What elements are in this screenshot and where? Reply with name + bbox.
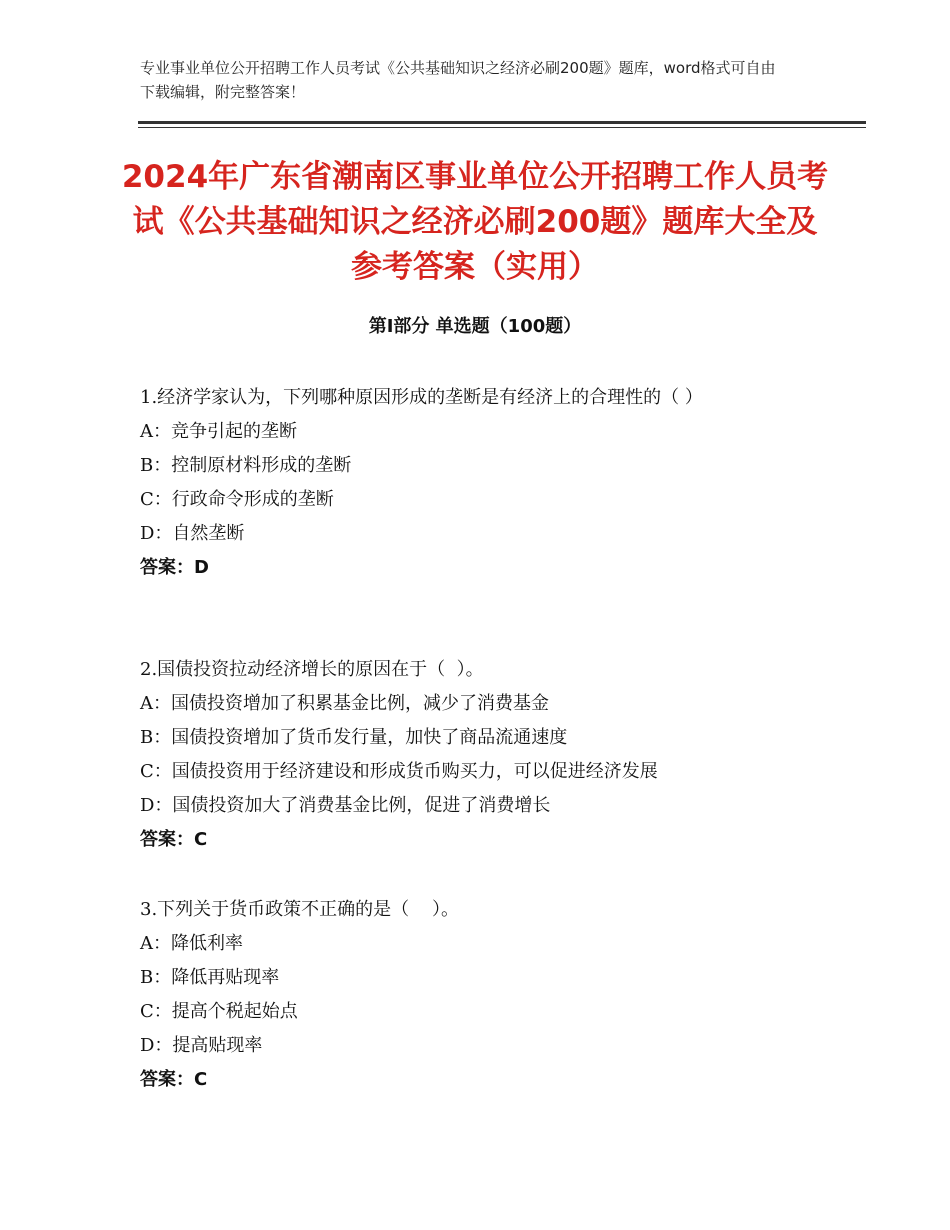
question-stem: 1.经济学家认为，下列哪种原因形成的垄断是有经济上的合理性的（ ）	[140, 387, 703, 408]
option-d: D：自然垄断	[140, 523, 245, 544]
header-rule-thin	[138, 127, 866, 128]
document-title: 2024年广东省潮南区事业单位公开招聘工作人员考试《公共基础知识之经济必刷200题》题库大全及参考答案（实用）	[121, 159, 829, 285]
question-stem: 3.下列关于货币政策不正确的是（ ）。	[140, 899, 460, 920]
header-note: 专业事业单位公开招聘工作人员考试《公共基础知识之经济必刷200题》题库，word格式可自由下载编辑，附完整答案！	[140, 59, 776, 101]
answer: 答案：D	[140, 557, 209, 578]
option-c: C：行政命令形成的垄断	[140, 489, 334, 510]
option-d: D：国债投资加大了消费基金比例，促进了消费增长	[140, 795, 551, 816]
option-c: C：提高个税起始点	[140, 1001, 298, 1022]
section-title: 第Ⅰ部分 单选题（100题）	[368, 316, 582, 337]
option-a: A：竞争引起的垄断	[140, 421, 297, 442]
option-a: A：国债投资增加了积累基金比例，减少了消费基金	[140, 693, 549, 714]
question-3	[140, 893, 820, 1097]
question-1	[140, 381, 820, 585]
header-rule-thick	[138, 121, 866, 124]
option-a: A：降低利率	[140, 933, 243, 954]
answer: 答案：C	[140, 1069, 208, 1090]
option-c: C：国债投资用于经济建设和形成货币购买力，可以促进经济发展	[140, 761, 658, 782]
question-2	[140, 653, 820, 857]
option-b: B：降低再贴现率	[140, 967, 280, 988]
option-b: B：控制原材料形成的垄断	[140, 455, 352, 476]
option-b: B：国债投资增加了货币发行量，加快了商品流通速度	[140, 727, 568, 748]
option-d: D：提高贴现率	[140, 1035, 263, 1056]
answer: 答案：C	[140, 829, 208, 850]
question-stem: 2.国债投资拉动经济增长的原因在于（ ）。	[140, 659, 484, 680]
